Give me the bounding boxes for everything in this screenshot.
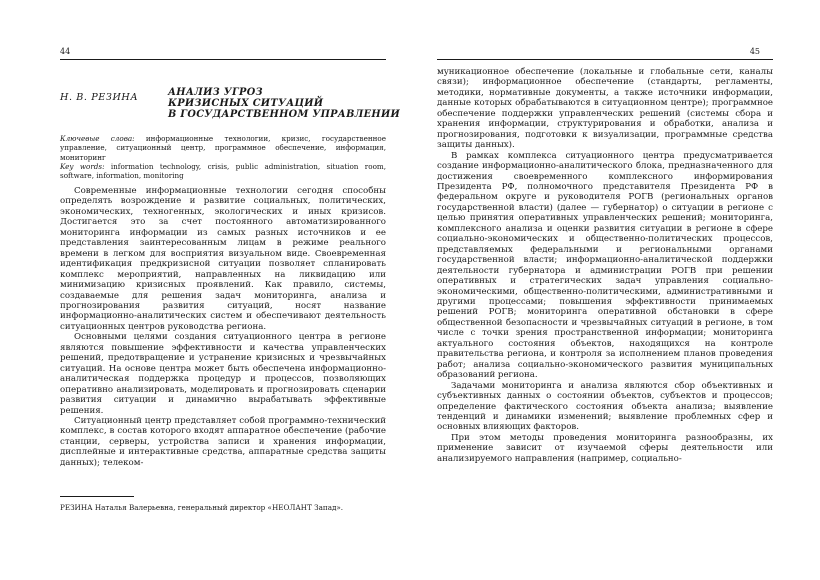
right-page	[410, 0, 820, 580]
article-author: Н. В. РЕЗИНА	[60, 92, 139, 103]
page-number-right: 45	[749, 47, 760, 56]
footnote-rule	[60, 496, 134, 497]
paragraph: муникационное обеспечение (локальные и глобальные сети, каналы связи); информационное обеспечение (стандарты, регламенты, методики, нормативные документы, а также источники информации, данные которых обрабатываются в ситуационном центре); программное обеспечение поддержки управленческих решений (системы сбора и хранения информации, структурирования и обработки, анализа и прогнозирования, подготовки к визуализации, программные средства защиты данных).	[437, 67, 773, 151]
keywords-ru-label: Ключевые слова:	[60, 134, 135, 143]
paragraph: При этом методы проведения мониторинга разнообразны, их применение зависит от изучаемой сферы деятельности или анализируемого направления (например, социально-	[437, 432, 773, 464]
page-number-left: 44	[60, 47, 71, 56]
keywords-ru	[60, 134, 386, 162]
header-rule-right	[437, 59, 773, 60]
keywords-en-text: information technology, crisis, public administration, situation room, software, information, monitoring	[60, 162, 386, 181]
title-line: АНАЛИЗ УГРОЗ	[168, 87, 263, 98]
paragraph: Современные информационные технологии сегодня способны определять возрождение и развитие социальных, политических, экономических, техногенных, экологических и иных кризисов. Достигается это за счет постоянного автоматизированного мониторинга информации из самых разных источников и ее представления заинтересованным лицам в режиме реального времени в легком для восприятия визуальном виде. Своевременная идентификация предкризисной ситуации позволяет спланировать комплекс мероприятий, направленных на ликвидацию или минимизацию кризисных проявлений. Как правило, системы, создаваемые для решения задач мониторинга, анализа и прогнозирования развития ситуаций, носят название информационно-аналитических систем и обеспечивают деятельность ситуационных центров руководства региона.	[60, 186, 386, 332]
title-line: В ГОСУДАРСТВЕННОМ УПРАВЛЕНИИ	[168, 109, 401, 120]
author-footnote: РЕЗИНА Наталья Валерьевна, генеральный директор «НЕОЛАНТ Запад».	[60, 503, 344, 512]
paragraph: Основными целями создания ситуационного центра в регионе являются повышение эффективности и качества управленческих решений, предотвращение и устранение кризисных и чрезвычайных ситуаций. На основе центра может быть обеспечена информационно-аналитическая поддержка процедур и процессов, позволяющих оперативно анализировать, моделировать и прогнозировать сценарии развития ситуации и динамично вырабатывать эффективные решения.	[60, 332, 386, 416]
paragraph: В рамках комплекса ситуационного центра предусматривается создание информационно-аналитического блока, предназначенного для достижения своевременного комплексного информирования Президента РФ, полномочного представителя Президента РФ в федеральном округе и руководителя РОГВ (региональных органов государственной власти) (далее — губернатор) о ситуации в регионе с целью принятия оперативных управленческих решений; мониторинга, комплексного анализа и оценки развития ситуации в регионе в сфере социально-экономических и общественно-политических процессов, представляемых федеральными и региональными органами государственной власти; информационно-аналитической поддержки деятельности губернатора и администрации РОГВ при решении оперативных и стратегических задач управления социально-экономическими, общественно-политическими, административными и другими процессами; повышения эффективности принимаемых решений РОГВ; мониторинга оперативной обстановки в сфере общественной безопасности и чрезвычайных ситуаций в регионе, в том числе с точки зрения пространственной информации; мониторинга актуального состояния объектов, находящихся на контроле правительства региона, и контроля за исполнением планов проведения работ; анализа социально-экономического развития муниципальных образований региона.	[437, 150, 773, 381]
title-line: КРИЗИСНЫХ СИТУАЦИЙ	[168, 98, 324, 109]
left-body	[60, 186, 386, 468]
paragraph: Задачами мониторинга и анализа являются сбор объективных и субъективных данных о состоянии объектов, субъектов и процессов; определение фактического состояния объекта анализа; выявление тенденций и динамики изменений; выявление проблемных сфер и основных влияющих факторов.	[437, 380, 773, 433]
right-body	[437, 67, 773, 464]
keywords-en-label: Key words:	[60, 162, 105, 171]
paragraph: Ситуационный центр представляет собой программно-технический комплекс, в состав которого входят аппаратное обеспечение (рабочие станции, серверы, устройства записи и хранения информации, дисплейные и интерактивные средства, аппаратные средства защиты данных); телеком-	[60, 415, 386, 468]
header-rule-left	[60, 59, 386, 60]
keywords-ru-text: информационные технологии, кризис, государственное управление, ситуационный центр, программное обеспечение, информация, мониторинг	[60, 134, 386, 162]
article-title	[168, 87, 401, 120]
keywords-en	[60, 162, 386, 181]
